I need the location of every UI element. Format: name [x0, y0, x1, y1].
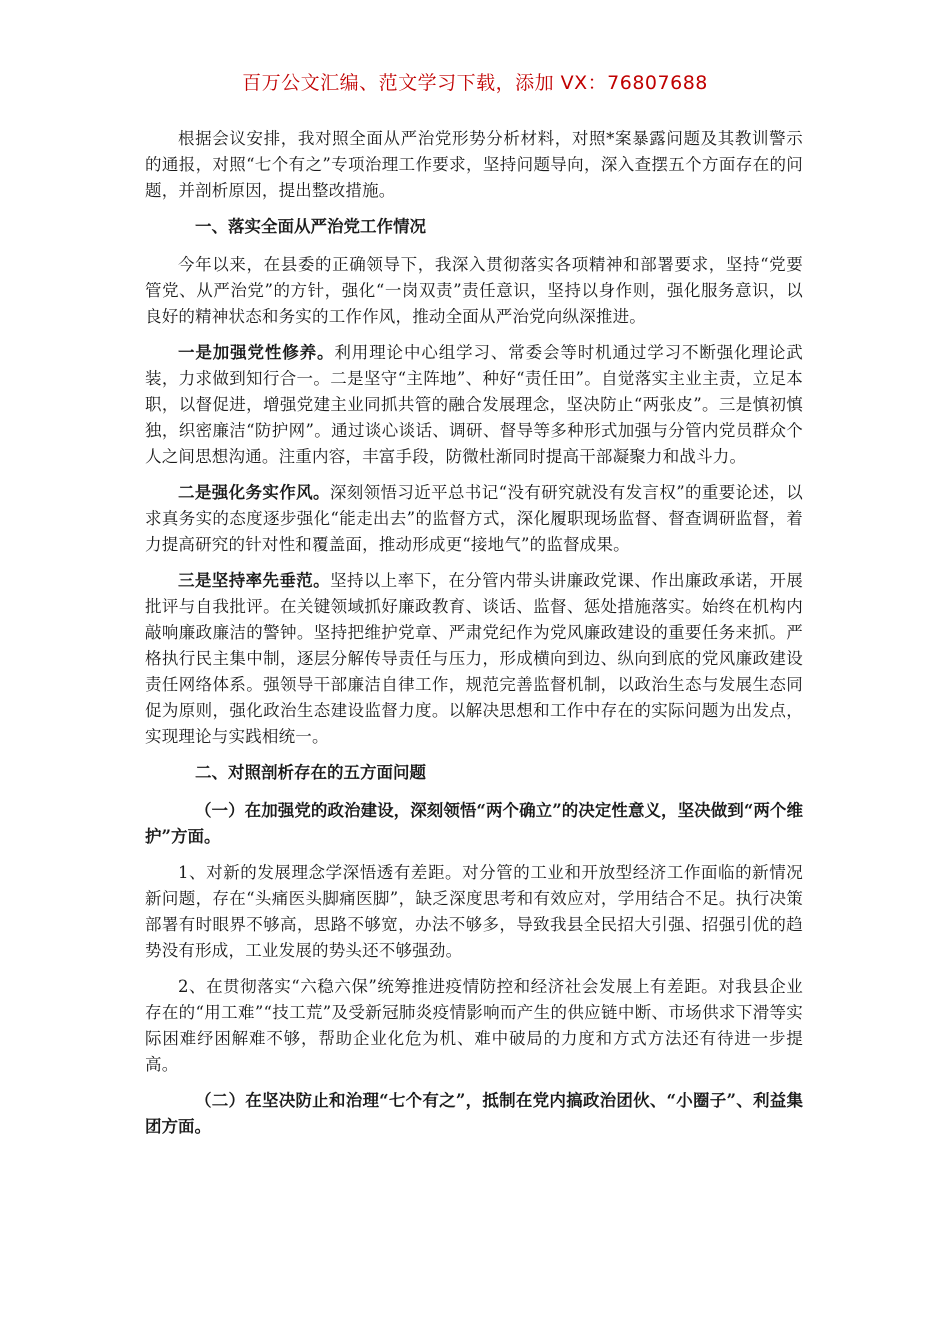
header-banner: 百万公文汇编、范文学习下载，添加 VX：76807688: [242, 72, 708, 94]
document-body: [145, 126, 803, 1150]
section-1-item-2: [145, 480, 803, 558]
item-3-text: 坚持以上率下，在分管内带头讲廉政党课、作出廉政承诺，开展批评与自我批评。在关键领域抓好廉政教育、谈话、监督、惩处措施落实。始终在机构内敲响廉政廉洁的警钟。坚持把维护党章、严肃党纪作为党风廉政建设的重要任务来抓。严格执行民主集中制，逐层分解传导责任与压力，形成横向到边、纵向到底的党风廉政建设责任网络体系。强领导干部廉洁自律工作，规范完善监督机制，以政治生态与发展生态同促为原则，强化政治生态建设监督力度。以解决思想和工作中存在的实际问题为出发点，实现理论与实践相统一。: [145, 571, 803, 746]
section-2-point-2: 2、在贯彻落实“六稳六保”统筹推进疫情防控和经济社会发展上有差距。对我县企业存在的“用工难”“技工荒”及受新冠肺炎疫情影响而产生的供应链中断、市场供求下滑等实际困难纾困解难不够，帮助企业化危为机、难中破局的力度和方式方法还有待进一步提高。: [145, 977, 803, 1074]
intro-paragraph: 根据会议安排，我对照全面从严治党形势分析材料，对照*案暴露问题及其教训警示的通报，对照“七个有之”专项治理工作要求，坚持问题导向，深入查摆五个方面存在的问题，并剖析原因，提出整改措施。: [145, 129, 803, 200]
item-2-text: 深刻领悟习近平总书记“没有研究就没有发言权”的重要论述，以求真务实的态度逐步强化“能走出去”的监督方式，深化履职现场监督、督查调研监督，着力提高研究的针对性和覆盖面，推动形成更“接地气”的监督成果。: [145, 483, 803, 554]
section-1-item-3: [145, 568, 803, 750]
section-1-heading: 一、落实全面从严治党工作情况: [195, 217, 426, 236]
section-2-heading: 二、对照剖析存在的五方面问题: [195, 763, 426, 782]
item-2-lead: 二是强化务实作风。: [178, 483, 330, 502]
section-1-item-1: [145, 340, 803, 470]
item-3-lead: 三是坚持率先垂范。: [178, 571, 331, 590]
section-1-overview: 今年以来，在县委的正确领导下，我深入贯彻落实各项精神和部署要求，坚持“党要管党、从严治党”的方针，强化“一岗双责”责任意识，坚持以身作则，强化服务意识，以良好的精神状态和务实的工作作风，推动全面从严治党向纵深推进。: [145, 255, 803, 326]
section-2-sub-1-heading: （一）在加强党的政治建设，深刻领悟“两个确立”的决定性意义，坚决做到“两个维护”方面。: [145, 801, 803, 846]
item-1-text: 利用理论中心组学习、常委会等时机通过学习不断强化理论武装，力求做到知行合一。二是坚守“主阵地”、种好“责任田”。自觉落实主业主责，立足本职，以督促进，增强党建主业同抓共管的融合发展理念，坚决防止“两张皮”。三是慎初慎独，织密廉洁“防护网”。通过谈心谈话、调研、督导等多种形式加强与分管内党员群众个人之间思想沟通。注重内容，丰富手段，防微杜渐同时提高干部凝聚力和战斗力。: [145, 343, 803, 466]
item-1-lead: 一是加强党性修养。: [178, 343, 335, 362]
section-2-sub-2-heading: （二）在坚决防止和治理“七个有之”，抵制在党内搞政治团伙、“小圈子”、利益集团方面。: [145, 1091, 803, 1136]
section-2-point-1: 1、对新的发展理念学深悟透有差距。对分管的工业和开放型经济工作面临的新情况新问题，存在“头痛医头脚痛医脚”，缺乏深度思考和有效应对，学用结合不足。执行决策部署有时眼界不够高，思路不够宽，办法不够多，导致我县全民招大引强、招强引优的趋势没有形成，工业发展的势头还不够强劲。: [145, 863, 803, 960]
